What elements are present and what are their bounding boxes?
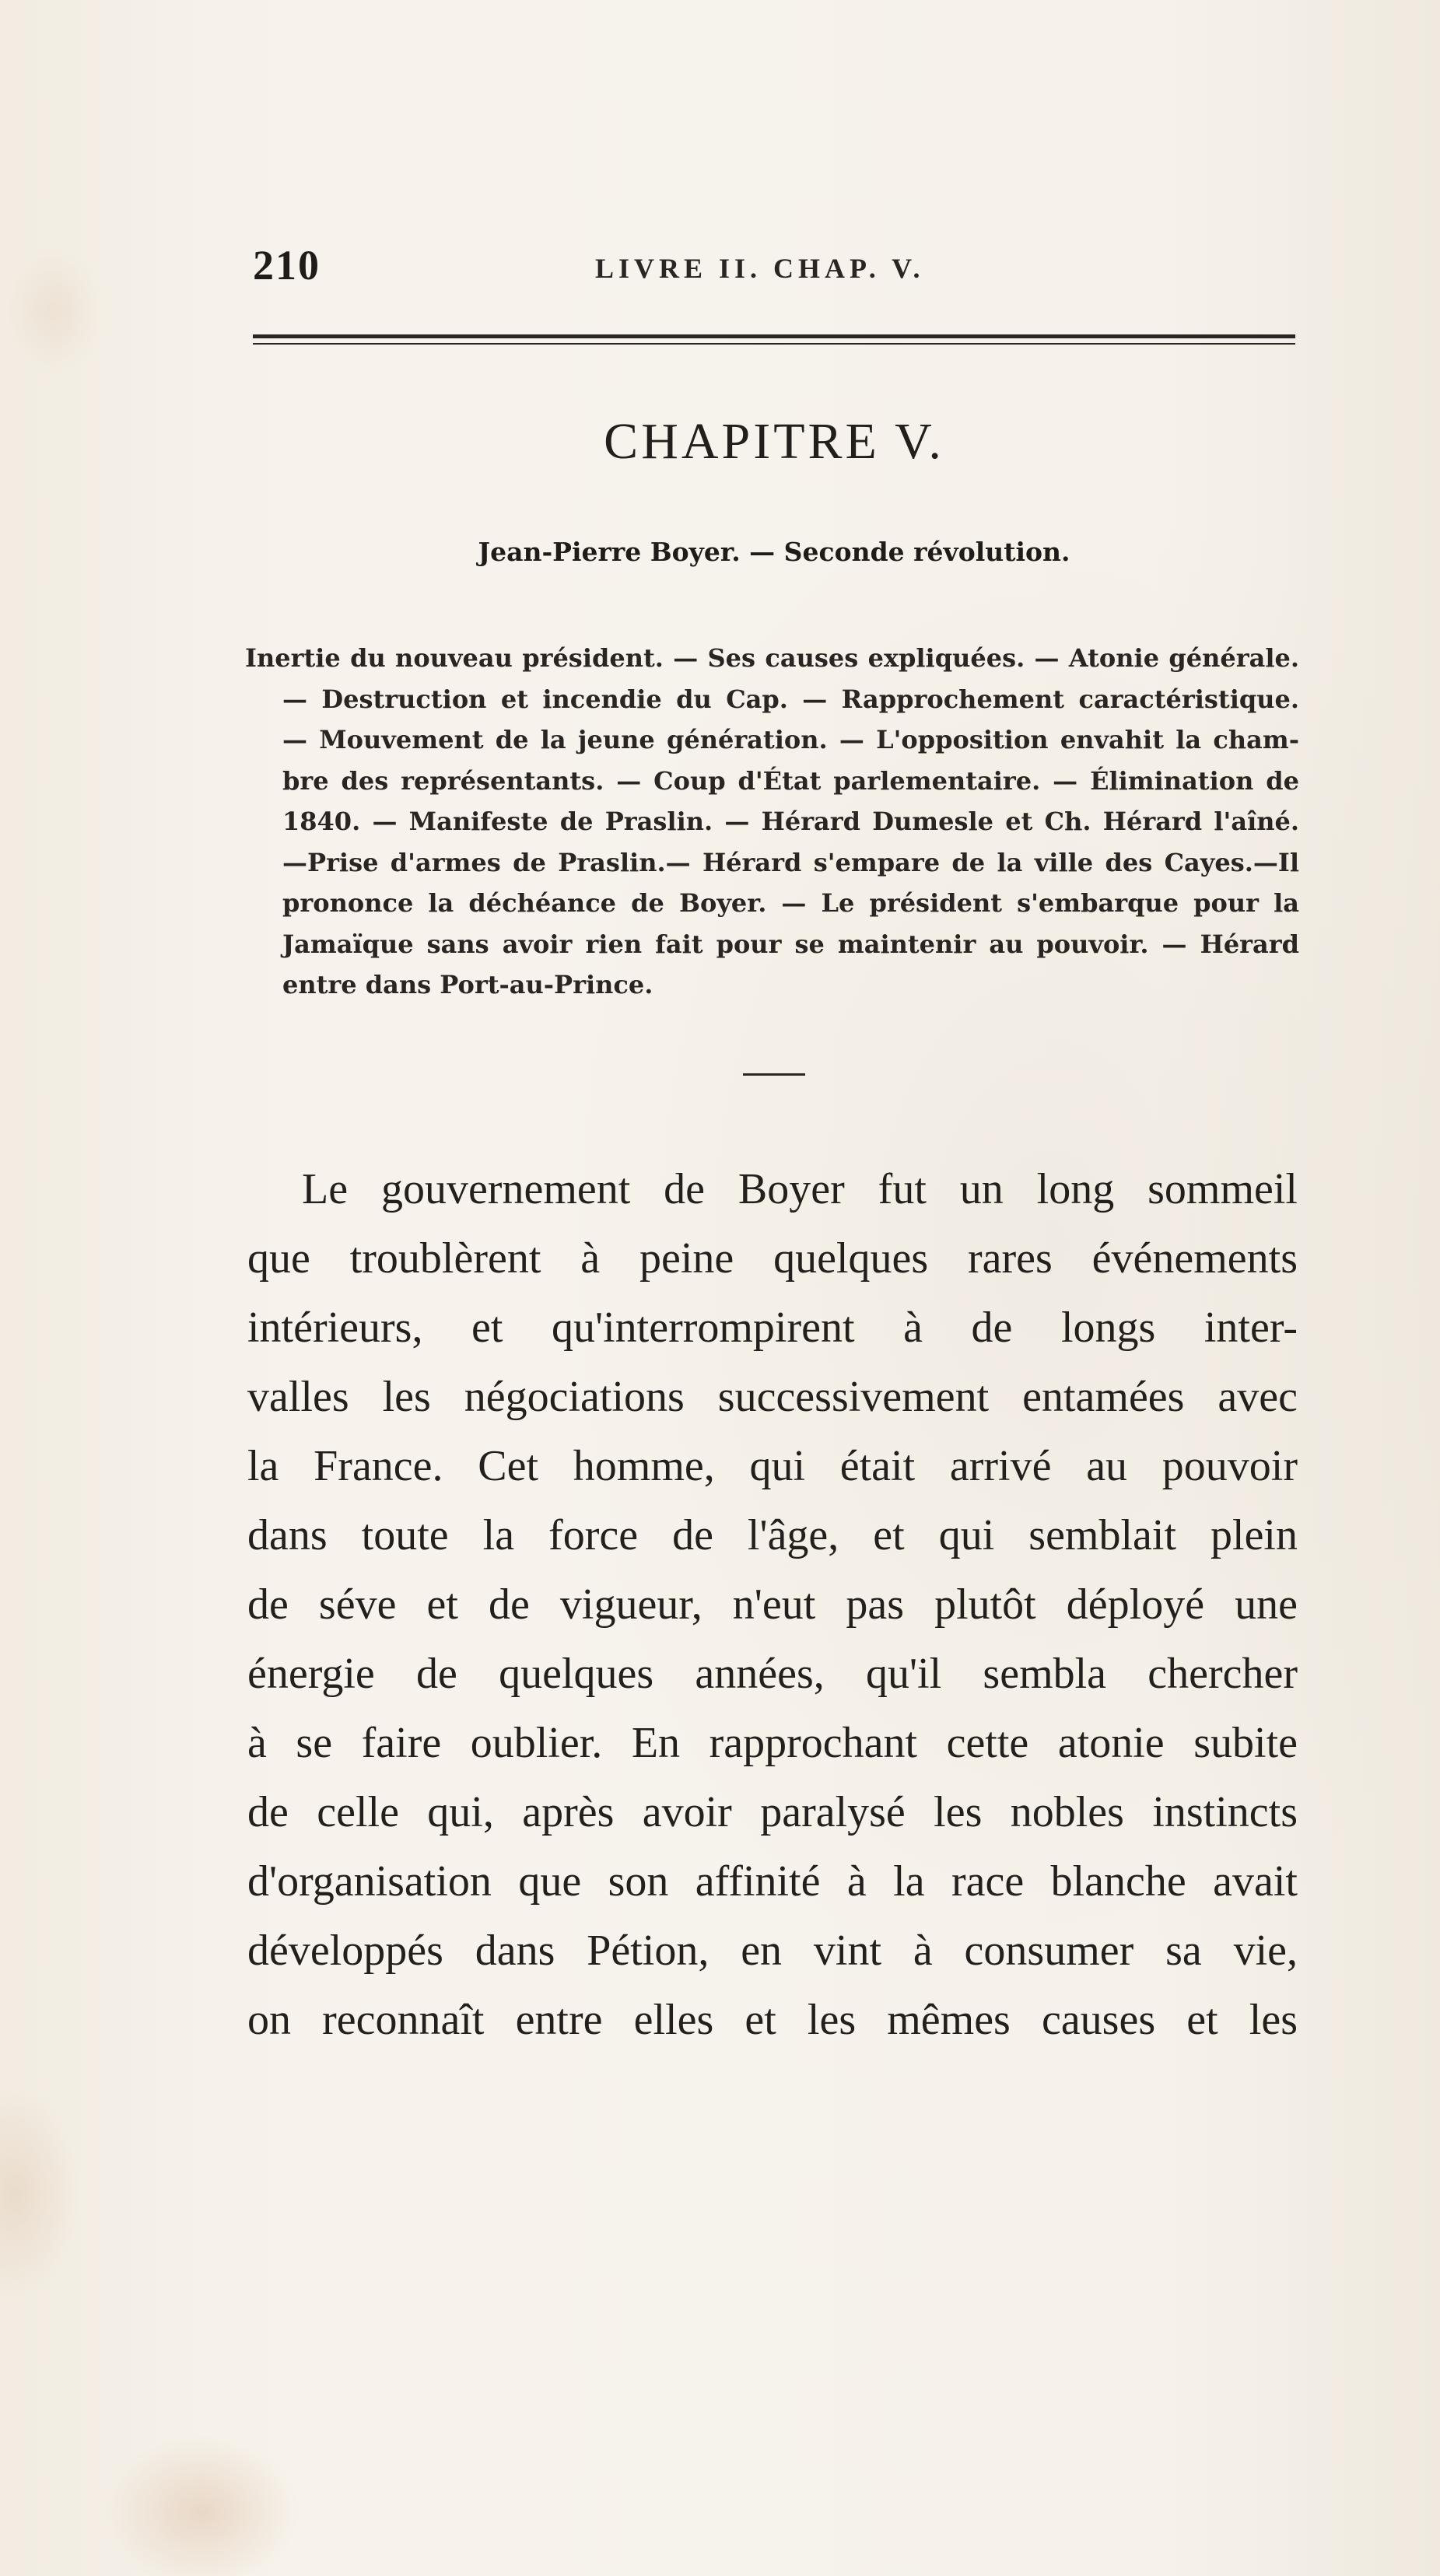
section-separator [743, 1073, 805, 1076]
running-title: LIVRE II. CHAP. V. [595, 253, 925, 284]
body-line: dans toute la force de l'âge, et qui semblait plein [247, 1511, 1298, 1559]
body-line: valles les négociations successivement entamées avec [247, 1373, 1298, 1421]
body-line: on reconnaît entre elles et les mêmes causes et les [247, 1996, 1298, 2044]
summary-line: entre dans Port-au-Prince. [282, 970, 653, 999]
chapter-summary [245, 638, 1299, 1006]
summary-line: 1840. — Manifeste de Praslin. — Hérard Dumesle et Ch. Hérard l'aîné. [282, 807, 1299, 836]
body-line: à se faire oublier. En rapprochant cette atonie subite [247, 1719, 1298, 1767]
body-line: intérieurs, et qu'interrompirent à de longs inter- [247, 1304, 1298, 1352]
header-rule-thin [253, 343, 1295, 345]
chapter-title: CHAPITRE V. [604, 413, 944, 470]
summary-line: —Prise d'armes de Praslin.— Hérard s'empare de la ville des Cayes.—Il [282, 847, 1299, 877]
body-line: développés dans Pétion, en vint à consumer sa vie, [247, 1927, 1298, 1975]
summary-line: prononce la déchéance de Boyer. — Le président s'embarque pour la [282, 888, 1299, 918]
running-head [253, 241, 1295, 303]
summary-line: Jamaïque sans avoir rien fait pour se maintenir au pouvoir. — Hérard [282, 929, 1299, 959]
summary-line: — Destruction et incendie du Cap. — Rapprochement caractéristique. [282, 684, 1299, 714]
summary-line: Inertie du nouveau président. — Ses causes expliquées. — Atonie générale. [245, 643, 1299, 673]
body-line: que troublèrent à peine quelques rares événements [247, 1234, 1298, 1283]
body-line: d'organisation que son affinité à la race blanche avait [247, 1857, 1298, 1906]
body-line: la France. Cet homme, qui était arrivé au pouvoir [247, 1442, 1298, 1490]
body-paragraph [247, 1155, 1298, 2055]
body-line: énergie de quelques années, qu'il sembla chercher [247, 1650, 1298, 1698]
body-line: de séve et de vigueur, n'eut pas plutôt déployé une [247, 1580, 1298, 1629]
chapter-subtitle: Jean-Pierre Boyer. — Seconde révolution. [478, 537, 1070, 567]
body-line: de celle qui, après avoir paralysé les nobles instincts [247, 1788, 1298, 1836]
body-line: Le gouvernement de Boyer fut un long sommeil [302, 1165, 1298, 1213]
summary-line: bre des représentants. — Coup d'État parlementaire. — Élimination de [282, 765, 1299, 796]
header-rule-thick [253, 334, 1295, 338]
summary-line: — Mouvement de la jeune génération. — L'opposition envahit la cham- [282, 725, 1299, 754]
page-number: 210 [253, 242, 321, 289]
